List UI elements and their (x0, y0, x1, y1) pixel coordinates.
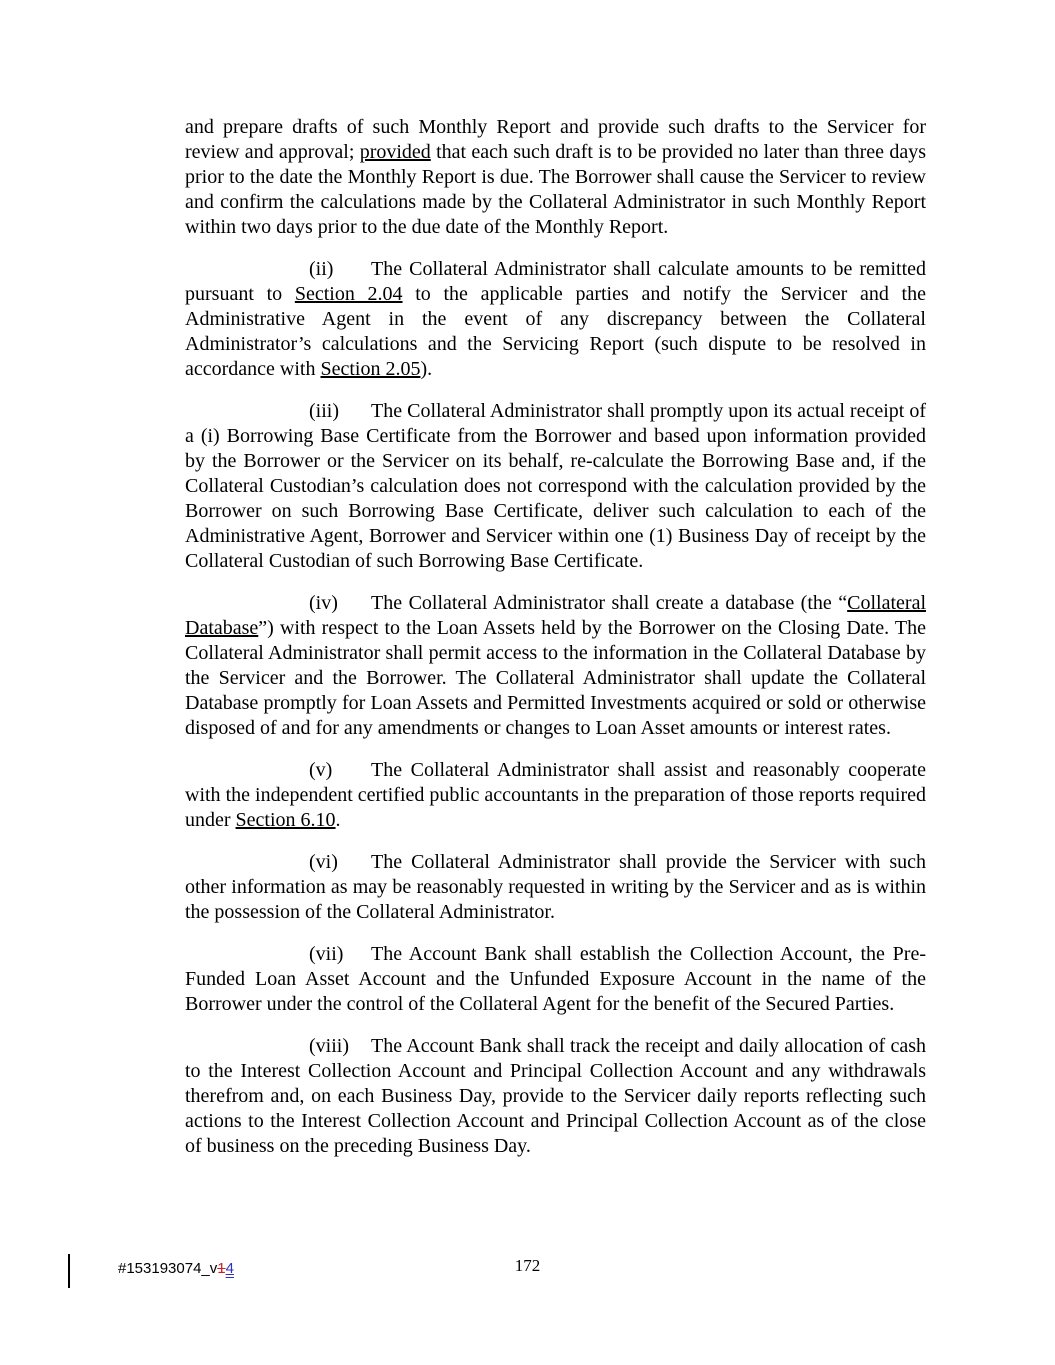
paragraph-number: (iii) (309, 400, 339, 422)
paragraph-number-box (185, 591, 371, 616)
paragraph-iii (185, 399, 926, 574)
paragraph-iv (185, 591, 926, 741)
paragraph-number: (vii) (309, 943, 344, 965)
paragraph-number-box (185, 1034, 371, 1059)
document-body (185, 115, 926, 1176)
paragraph-viii (185, 1034, 926, 1159)
paragraph-number-box (185, 257, 371, 282)
paragraph-ii (185, 257, 926, 382)
paragraph-continuation (185, 115, 926, 240)
paragraph-number: (ii) (309, 258, 334, 280)
paragraph-vii (185, 942, 926, 1017)
paragraph-number-box (185, 399, 371, 424)
paragraph-vi (185, 850, 926, 925)
paragraph-text: The Collateral Administrator shall promptly upon its actual receipt of a (i) Borrowing Base Certificate from the Borrower and based upon information provided by the Borrower or the Servicer on its behalf, re-calculate the Borrowing Base and, if the Collateral Custodian’s calculation does not correspond with the calculation provided by the Borrower on such Borrowing Base Certificate, deliver such calculation to each of the Administrative Agent, Borrower and Servicer within one (1) Business Day of receipt by the Collateral Custodian of such Borrowing Base Certificate. (185, 400, 926, 572)
paragraph-text: The Collateral Administrator shall create a database (the “Collateral Database”) with respect to the Loan Assets held by the Borrower on the Closing Date. The Collateral Administrator shall permit access to the information in the Collateral Database by the Servicer and the Borrower. The Collateral Administrator shall update the Collateral Database promptly for Loan Assets and Permitted Investments acquired or sold or otherwise disposed of and for any amendments or changes to Loan Asset amounts or interest rates. (185, 592, 926, 739)
paragraph-number: (viii) (309, 1035, 349, 1057)
paragraph-text: The Collateral Administrator shall calculate amounts to be remitted pursuant to Section 2.04 to the applicable parties and notify the Servicer and the Administrative Agent in the event of any discrepancy between the Collateral Administrator’s calculations and the Servicing Report (such dispute to be resolved in accordance with Section 2.05). (185, 258, 926, 380)
paragraph-text: The Account Bank shall establish the Collection Account, the Pre-Funded Loan Asset Account and the Unfunded Exposure Account in the name of the Borrower under the control of the Collateral Agent for the benefit of the Secured Parties. (185, 943, 926, 1015)
paragraph-text: and prepare drafts of such Monthly Report and provide such drafts to the Servicer for review and approval; provided that each such draft is to be provided no later than three days prior to the date the Monthly Report is due. The Borrower shall cause the Servicer to review and confirm the calculations made by the Collateral Administrator in such Monthly Report within two days prior to the due date of the Monthly Report. (185, 116, 926, 238)
document-id: #153193074_v14 (118, 1260, 234, 1277)
paragraph-text: The Account Bank shall track the receipt and daily allocation of cash to the Interest Collection Account and Principal Collection Account and any withdrawals therefrom and, on each Business Day, provide to the Servicer daily reports reflecting such actions to the Interest Collection Account and Principal Collection Account as of the close of business on the preceding Business Day. (185, 1035, 926, 1157)
page-number: 172 (514, 1256, 541, 1275)
paragraph-v (185, 758, 926, 833)
paragraph-number-box (185, 942, 371, 967)
paragraph-number: (v) (309, 759, 333, 781)
paragraph-text: The Collateral Administrator shall provide the Servicer with such other information as may be reasonably requested in writing by the Servicer and as is within the possession of the Collateral Administrator. (185, 851, 926, 923)
paragraph-number: (iv) (309, 592, 338, 614)
paragraph-number-box (185, 850, 371, 875)
paragraph-number-box (185, 758, 371, 783)
paragraph-number: (vi) (309, 851, 338, 873)
paragraph-text: The Collateral Administrator shall assist and reasonably cooperate with the independent certified public accountants in the preparation of those reports required under Section 6.10. (185, 759, 926, 831)
